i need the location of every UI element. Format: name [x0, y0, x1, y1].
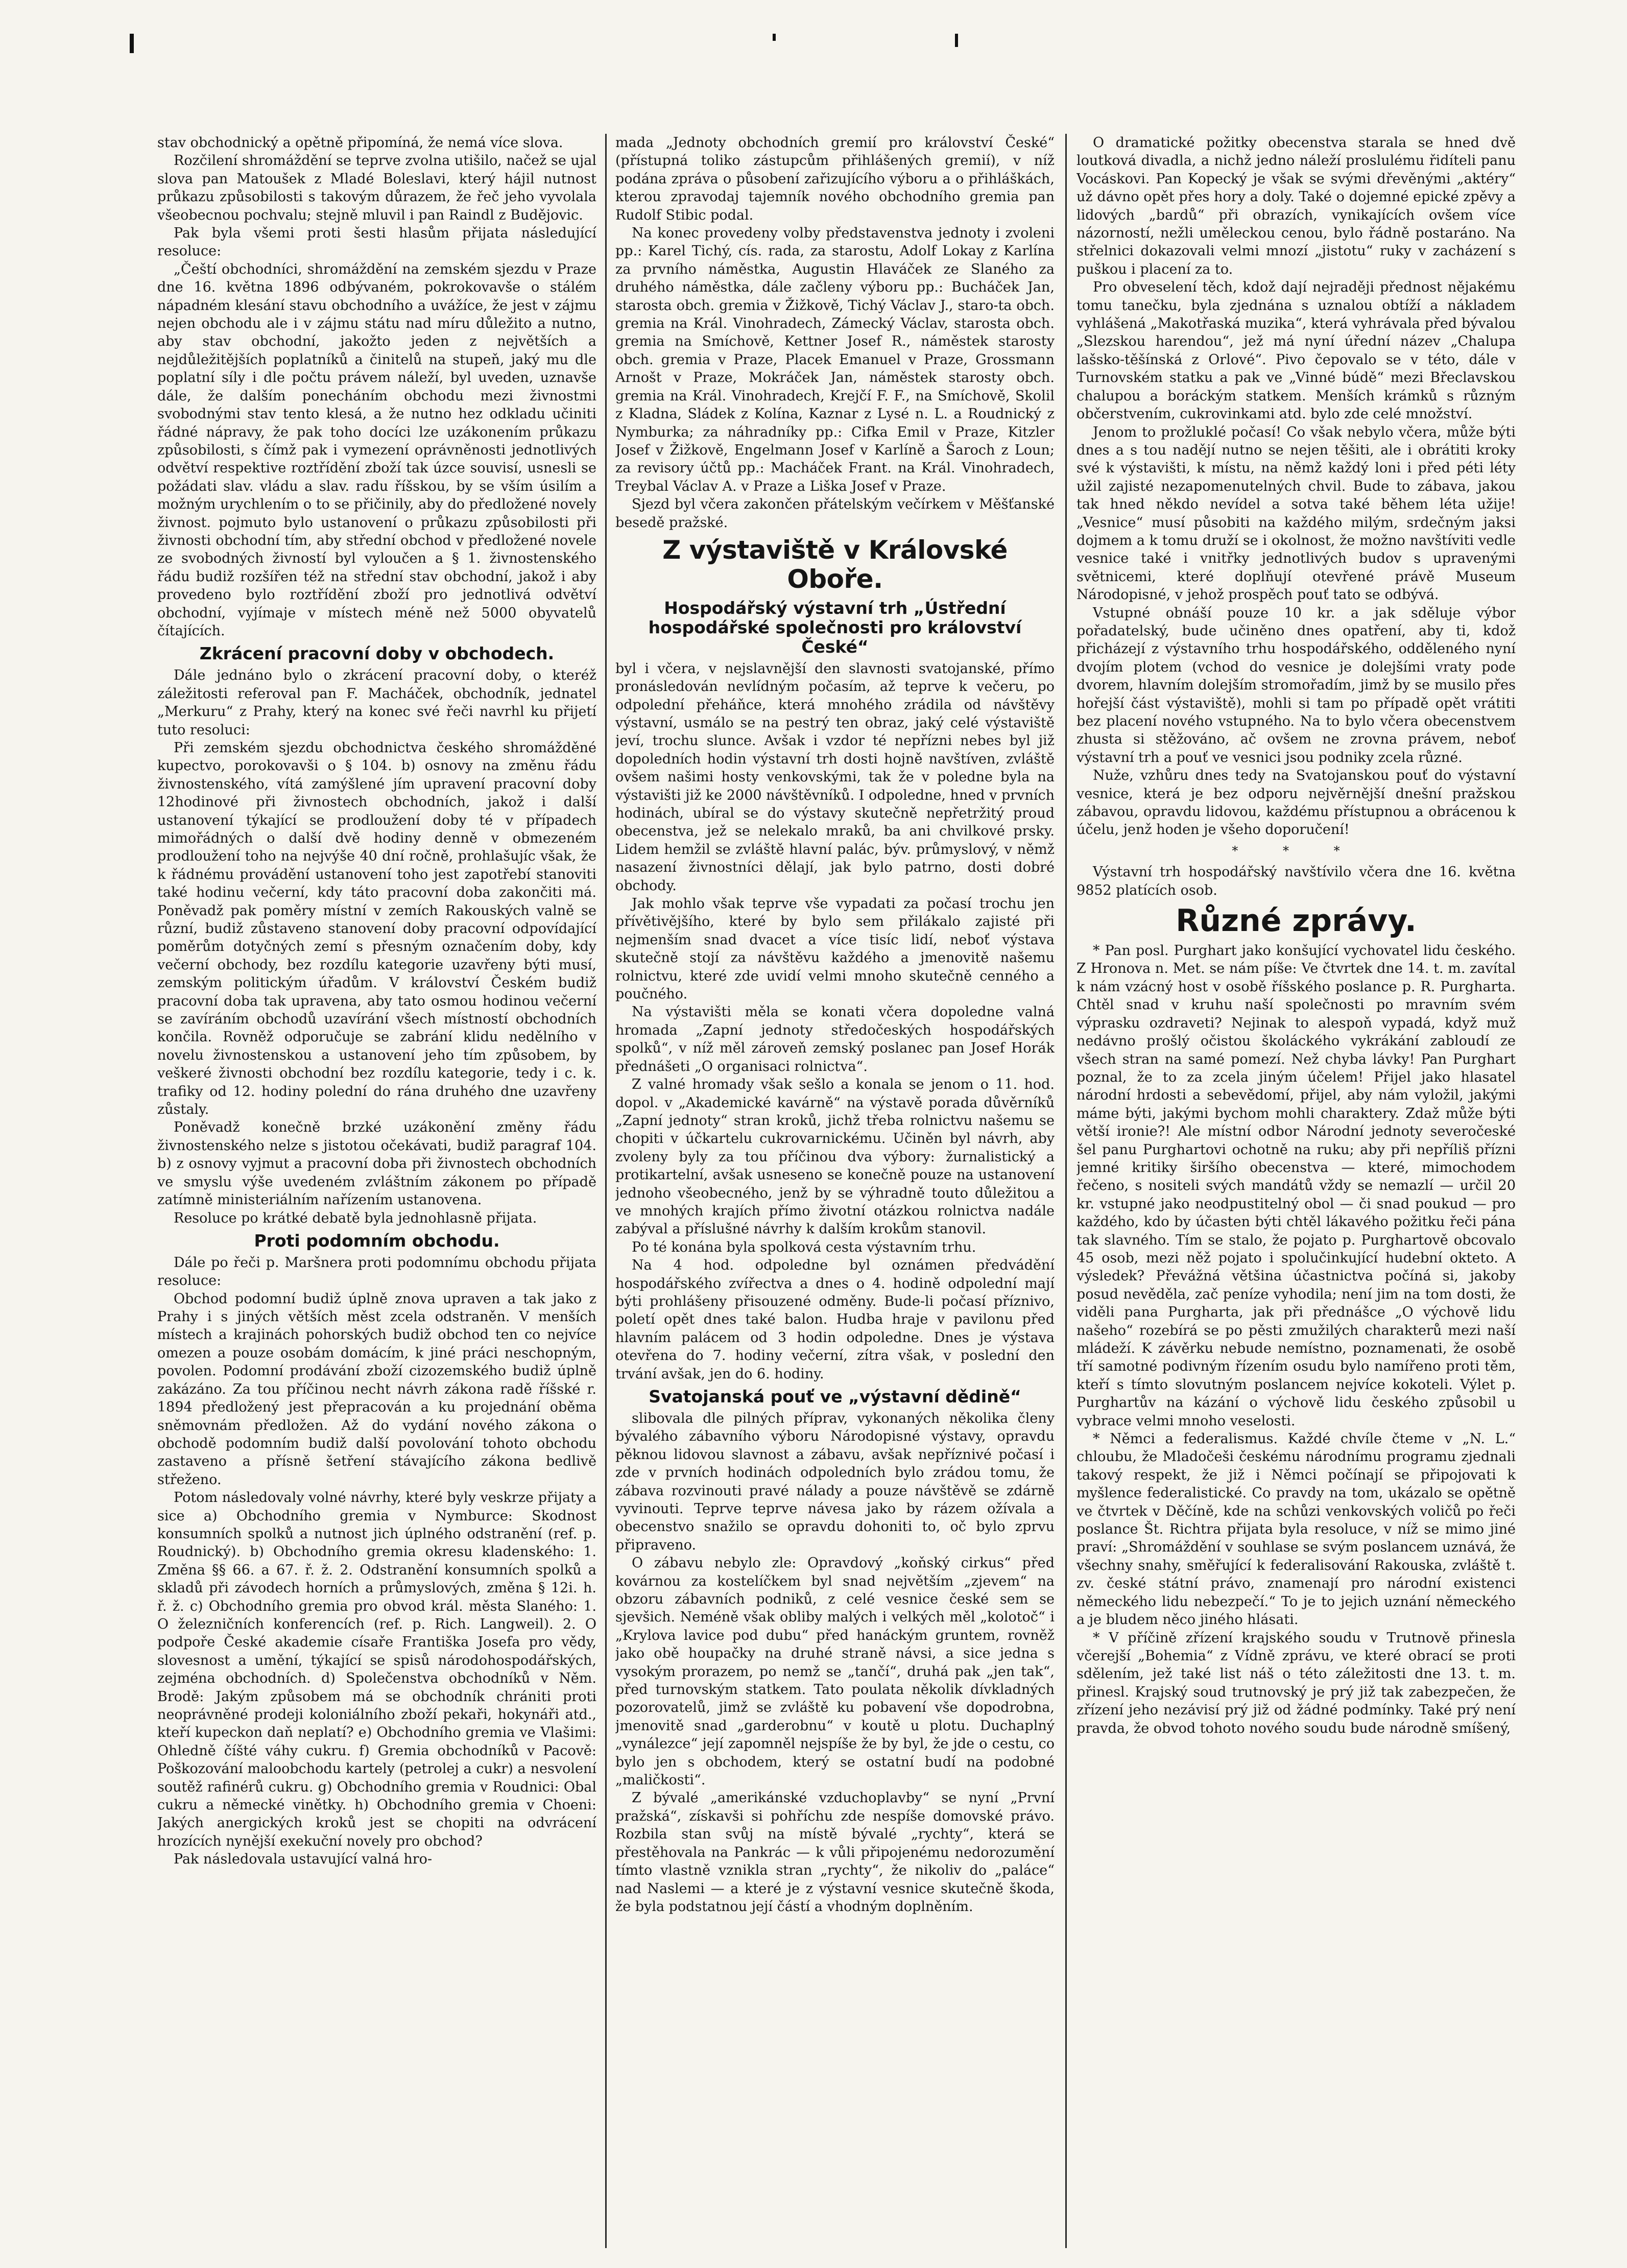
article-paragraph: Pro obveselení těch, kdož dají nejraději přednost nějakému tomu tanečku, byla zjednána s uznalou obtíží a nákladem vyhlášená „Makotřaská muzika“, která vyhrávala před bývalou „Slezskou harendou“, jež má nyní úřední název „Chalupa lašsko-těšínská z Orlové“. Pivo čepovalo se v této, dále v Turnovském statku a pak ve „Vinné búdě“ mezi Břeclavskou chalupou a boráckým statkem. Menších krámků s různým občerstvením, cukrovinkami atd. bylo zde celé množství.	[1076, 279, 1516, 422]
section-heading: Zkrácení pracovní doby v obchodech.	[199, 643, 555, 664]
article-paragraph: Výstavní trh hospodářský navštívilo včera dne 16. května 9852 platících osob.	[1076, 864, 1516, 898]
binding-mark	[955, 34, 958, 47]
binding-mark	[773, 34, 776, 41]
article-paragraph: Pak byla všemi proti šesti hlasům přijata následující resoluce:	[157, 225, 596, 259]
article-paragraph: stav obchodnický a opětně připomíná, že nemá více slova.	[157, 135, 563, 151]
article-paragraph: Po té konána byla spolková cesta výstavním trhu.	[632, 1239, 976, 1255]
article-paragraph: Na výstavišti měla se konati včera dopoledne valná hromada „Zapní jednoty středočeských hospodářských spolků“, v níž měl zároveň zemský poslanec pan Josef Horák přednášeti „O organisaci rolnictva“.	[615, 1004, 1055, 1075]
article-paragraph: Na konec provedeny volby představenstva jednoty i zvoleni pp.: Karel Tichý, cís. rada, za starostu, Adolf Lokay z Karlína za prvního náměstka, Augustin Hlaváček ze Slaného za druhého náměstka, dále začleny výboru pp.: Bucháček Jan, starosta obch. gremia v Žižkově, Tichý Václav J., staro-ta obch. gremia na Král. Vinohradech, Zámecký Václav, starosta obch. gremia na Smíchově, Kettner Josef R., náměstek starosty obch. gremia v Praze, Placek Emanuel v Praze, Grossmann Arnošt v Praze, Mokráček Jan, náměstek starosty obch. gremia na Král. Vinohradech, Krejčí F. F., na Smíchově, Skolil z Kladna, Sládek z Kolína, Kaznar z Lysé n. L. a Roudnický z Nymburka; za náhradníky pp.: Cifka Emil v Praze, Kitzler Josef v Žižkově, Engelmann Josef v Karlíně a Šaroch z Loun; za revisory účtů pp.: Macháček Frant. na Král. Vinohradech, Treybal Václav A. v Praze a Liška Josef v Praze.	[615, 225, 1055, 494]
section-heading: Z výstaviště v Královské Oboře.	[662, 535, 1008, 594]
article-paragraph: Z bývalé „amerikánské vzduchoplavby“ se nyní „První pražská“, získavši si pohříchu zde nespíše domovské právo. Rozbila stan svůj na místě bývalé „rychty“, která se přestěhovala na Pankrác — k vůli připojenému nedorozumění tímto vlastně vznikla stran „rychty“, že nikoliv do „paláce“ nad Naslemi — a které je z výstavní vesnice skutečně škoda, že byla podstatnou její částí a vhodným doplněním.	[615, 1790, 1055, 1915]
article-paragraph: Resoluce po krátké debatě byla jednohlasně přijata.	[174, 1210, 537, 1226]
article-paragraph: * Němci a federalismus. Každé chvíle čteme v „N. L.“ chloubu, že Mladočeši českému národnímu programu zjednali takový respekt, že již i Němci počínají se připojovati k myšlence federalistické. Co pravdy na tom, ukázalo se opětně ve čtvrtek v Děčíně, kde na schůzi venkovských voličů po řeči poslance Št. Richtra přijata byla resoluce, v níž se mimo jiné praví: „Shromáždění v souhlase se svým poslancem uznává, že všechny snahy, směřující k federalisování Rakouska, zvláště t. zv. české státní právo, znamenají pro národní existenci německého lidu nebezpečí.“ To je to jejich uznání německého a je bludem něco jiného hlásati.	[1076, 1431, 1516, 1628]
article-paragraph: O dramatické požitky obecenstva starala se hned dvě loutková divadla, a nichž jedno náleží proslulému řidíteli panu Vocáskovi. Pan Kopecký je však se svými dřevěnými „aktéry“ už dávno opět přes hory a doly. Také o dojemné epické zpěvy a lidových „bardů“ při obrazích, vynikajících ovšem více názorností, nežli uměleckou cenou, bylo řádně postaráno. Na střelnici dokazovali velmi mnozí „jistotu“ ruky v zacházení s puškou i placení za to.	[1076, 135, 1516, 277]
article-paragraph: slibovala dle pilných příprav, vykonaných několika členy bývalého zábavního výboru Národopisné výstavy, opravdu pěknou lidovou slavnost a zábavu, avšak nepříznivé počasí i zde v prvních hodinách odpoledních bylo zrádou tomu, že zábava rozvinouti pravé nálady a pouze návštěvě se zdárně vyvinouti. Teprve teprve návesa jako by rázem ožívala a obecenstvo snažilo se opravdu dohoniti to, oč bylo zprvu připraveno.	[615, 1410, 1055, 1553]
column-divider	[605, 134, 607, 2248]
column-1	[157, 134, 596, 2248]
section-heading: Různé zprávy.	[1176, 903, 1417, 939]
article-paragraph: „Čeští obchodníci, shromáždění na zemském sjezdu v Praze dne 16. května 1896 odbývaném, pokrokovavše o stálém nápadném klesání stavu obchodního a uvážíce, že jest v zájmu nejen obchodu ale i v zájmu státu nad míru důležito a nutno, aby stav obchodní, jakožto jeden z největších a nejdůležitějších poplatníků a činitelů na stupeň, jaký mu dle poplatní síly i dle počtu právem náleží, byl uveden, uznavše dále, že dalším ponecháním obchodu mezi živnostmi svobodnými stav tento klesá, a že nutno hez odkladu učiniti řádné nápravy, že pak toho docíci lze uzákonením průkazu způsobilosti, s čímž pak i vymezení oprávněnosti jednotlivých odvětví respektive roztřídění zboží tak úzce souvisí, usnesli se požádati slav. vládu a slav. radu říšskou, by se vším úsilím a možným urychlením o to se přičinily, aby do předložené novely živnost. pojmuto bylo ustanovení o průkazu způsobilosti při živnosti obchodní tím, aby střední obchod v předložené novele ze svobodných živností byl vyloučen a § 1. živnostenského řádu budiž rozšířen též na střední stav obchodní, jakož i aby provedeno bylo roztřídění zboží pro jednotlivá odvětví obchodní, vyjímaje v místech méně než 5000 obyvatelů čítajících.	[157, 261, 596, 639]
article-paragraph: * Pan posl. Purghart jako konšující vychovatel lidu českého. Z Hronova n. Met. se nám píše: Ve čtvrtek dne 14. t. m. zavítal k nám vzácný host v osobě říšského poslance p. R. Purgharta. Chtěl snad v kruhu naší společnosti po mravním svém výprasku ozdraveti? Nejinak to alespoň vypadá, když muž nedávno prošlý očistou školáckého vykrákání zabloudí ze všech stran na samé pomezí. Než chyba lávky! Pan Purghart poznal, že to za zcela jiným účelem! Přijel jako hlasatel národní hrdosti a sebevědomí, přijel, aby nám vyložil, jakými máme býti, jakými bychom mohli charaktery. Zdaž může býti větší ironie?! Ale místní odbor Národní jednoty severočeské šel panu Purghartovi ochotně na ruku; aby při nepříliš přízni jemné kritiky širšího obecenstva — které, mimochodem řečeno, s nositeli svých mandátů vždy se nemazlí — určil 20 kr. vstupné jako neodpustitelný obol — či snad poukud — pro každého, kdo by účasten býti chtěl lákavého požitku řeči pána tak slavného. Tím se stalo, že pojato p. Purghartově obcovalo 45 osob, mezi něž pojato i spolučinkující hudební okteto. A výsledek? Převážná většina účastnictva počíná si, jakoby posud nevěděla, zač peníze vyhodila; není jim na tom dosti, že viděli pana Purgharta, jak při přednášce „O výchově lidu našeho“ rozebírá se po pěsti zmužilých charakterů mezi naší mládeží. K závěrku nebude nemístno, poznamenati, že osobě tří samotné podivným řízením osudu bylo namířeno proti těm, kteří s tímto slovutným poslancem nejvíce kokoteli. Výlet p. Purghartův na kázání o výchově lidu českého způsobil u vybrace velmi mnoho veselosti.	[1076, 943, 1516, 1429]
article-paragraph: Při zemském sjezdu obchodnictva českého shromážděné kupectvo, porokovavši o § 104. b) osnovy na změnu řádu živnostenského, vítá zamýšlené jím upravení pracovní doby 12hodinové při živnostech obchodních, jakož i další ustanovení týkající se prodloužení doby té v případech mimořádných o další dvě hodiny denně v obmezeném prodloužení toho na nejvýše 40 dní ročně, prohlašujíc však, že k řádnému provádění ustanovení toho jest zapotřebí stanoviti také hodinu večerní, kdy táto pracovní doba zakončiti má. Poněvadž pak poměry místní v zemích Rakouských valně se různí, budiž zůstaveno stanovení doby pracovní odpovídající poměrům dotyčných zemí s přesným označením doby, kdy večerní obchody, bez rozdílu kategorie uzavřeny býti musí, zemským politickým úřadům. V království Českém budiž pracovní doba tak upravena, aby tato osmou hodinou večerní se zavíráním obchodů uzavírání všech místností obchodních končila. Rovněž odporučuje se zabrání klidu nedělního v novelu živnostenskou a ustanovení jeho tím způsobem, by veškeré živnosti obchodní bez rozdílu kategorie, tedy i c. k. trafiky od 12. hodiny polední do rána druhého dne uzavřeny zůstaly.	[157, 739, 596, 1118]
article-paragraph: Potom následovaly volné návrhy, které byly veskrze přijaty a sice a) Obchodního gremia v Nymburce: Skodnost konsumních spolků a nutnost jich úplného odstranění (ref. p. Roudnický). b) Obchodního gremia okresu kladenského: 1. Změna §§ 66. a 67. ř. ž. 2. Odstranění konsumních spolků a skladů při závodech horních a průmyslových, změna § 12i. h. ř. ž. c) Obchodního gremia pro obvod král. města Slaného: 1. O železničních konferencích (ref. p. Rich. Langweil). 2. O podpoře České akademie císaře Františka Josefa pro vědy, slovesnost a umění, týkající se spisů národohospodářských, zejména obchodních. d) Společenstva obchodníků v Něm. Brodě: Jakým způsobem má se obchodník chrániti proti neoprávněné prodeji koloniálního zboží pekaři, hokynáři atd., kteří kupeckon daň neplatí? e) Obchodního gremia ve Vlašimi: Ohledně číšté váhy cukru. f) Gremia obchodníků v Pacově: Poškozování maloobchodu kartely (petrolej a cukr) a nesvolení soutěž rafinérů cukru. g) Obchodního gremia v Roudnici: Obal cukru a německé vinětky. h) Obchodního gremia v Choeni: Jakých anergických kroků jest se chopiti na odvrácení hrozících nynější exekuční novely pro obchod?	[157, 1490, 596, 1849]
section-heading: Svatojanská pouť ve „výstavní dědině“	[649, 1387, 1021, 1406]
section-heading: Hospodářský výstavní trh „Ústřední hospodářské společnosti pro království České“	[648, 598, 1022, 657]
article-paragraph: O zábavu nebylo zle: Opravdový „koňský cirkus“ před kovárnou za kostelíčkem byl snad největším „zjevem“ na obzoru zábavních podniků, z celé vesnice české sem se sjevšich. Neméně však obliby malých i velkých měl „kolotoč“ i „Krylova lavice pod dubu“ před hanáckým gruntem, rovněž jako obě houpačky na druhé straně návsi, a sice jedna s vysokým prorazem, po nemž se „tančí“, druhá pak „jen tak“, před turnovským statkem. Tato poulata několik dívkladných pozorovatelů, jimž se zvláště ku pobavení vše dopodrobna, jmenovitě snad „garderobnu“ v koutě u plotu. Duchaplný „vynálezce“ její zapomněl nejspíše že by byl, že jde o cestu, co bylo jen s obchodem, který se ostatní budí na podobné „maličkosti“.	[615, 1555, 1055, 1788]
article-paragraph: Na 4 hod. odpoledne byl oznámen předvádění hospodářského zvířectva a dnes o 4. hodině odpolední mají býti prohlášeny přisouzené odměny. Bude-li počasí příznivo, poletí opět dnes také balon. Hudba hraje v pavilonu před hlavním palácem od 3 hodin odpoledne. Dnes je výstava otevřena do 7. hodiny večerní, zítra však, v poslední den trvání avšak, jen do 6. hodiny.	[615, 1257, 1055, 1382]
article-paragraph: Nuže, vzhůru dnes tedy na Svatojanskou pouť do výstavní vesnice, která je bez odporu nejvěrnější dnešní pražskou zábavou, opravdu lidovou, každému přístupnou a obrácenou k účelu, jenž hoden je všeho doporučení!	[1076, 768, 1516, 838]
article-paragraph: Vstupné obnáší pouze 10 kr. a jak sděluje výbor pořadatelský, bude učiněno dnes opatření, aby ti, kdož přicházejí z výstavního trhu hospodářského, odděleného nyní dvojím plotem (vchod do vesnice je dolejšími vraty pode dvorem, hlavním dolejším stromořadím, jimž by se musilo přes hořejší část výstaviště), mohli si tam po případě opět vrátiti bez placení nového vstupného. Na to bylo včera obecenstvem zhusta si stěžováno, ač ovšem ne zrovna právem, neboť výstavní trh a pouť ve vesnici jsou podniky zcela různé.	[1076, 605, 1516, 766]
article-paragraph: Rozčilení shromáždění se teprve zvolna utišilo, načež se ujal slova pan Matoušek z Mladé Boleslavi, který hájil nutnost průkazu způsobilosti s takovým důrazem, že řeč jeho vyvolala všeobecnou pochvalu; stejně mluvil i pan Raindl z Budějovic.	[157, 153, 596, 223]
article-paragraph: byl i včera, v nejslavnější den slavnosti svatojanské, přímo pronásledován nevlídným počasím, až teprve k večeru, po odpolední přeháňce, která mnohého zrádila od návštěvy výstavní, usmálo se na pestrý ten obraz, jaký celé výstaviště jeví, trochu slunce. Avšak i vzdor té nepřízni nebes byl již dopoledních hodin výstavní trh dosti hojně navštíven, zvláště ovšem našimi hosty venkovskými, tak že v poledne byla na výstavišti již ke 2000 návštěvníků. I odpoledne, hned v prvních hodinách, ubíral se do výstavy skutečně nepřetržitý proud obecenstva, jež se nelekalo mraků, ba ani chvilkové prsky. Lidem hemžil se zvláště hlavní palác, býv. průmyslový, v němž nasazení živnostníci dělají, jak bylo patrno, dosti dobré obchody.	[615, 660, 1055, 894]
section-heading: Proti podomním obchodu.	[254, 1230, 500, 1251]
article-paragraph: Poněvadž konečně brzké uzákonění změny řádu živnostenského nelze s jistotou očekávati, budiž paragraf 104. b) z osnovy vyjmut a pracovní doba při živnostech obchodních ve smyslu výše uvedeném zvláštním zákonem po případě zatímně ministeriálním nařízením ustanovena.	[157, 1119, 596, 1208]
binding-mark	[130, 34, 134, 53]
article-paragraph: Pak následovala ustavující valná hro-	[174, 1851, 433, 1868]
column-3	[1076, 134, 1516, 2248]
article-paragraph: Obchod podomní budiž úplně znova upraven a tak jako z Prahy i s jiných větších měst zcela odstraněn. V menších místech a krajinách pohorských budiž obchod ten co nejvíce omezen a pouze osobám domácím, k jiné práci neschopným, povolen. Podomní prodávání zboží cizozemského budiž úplně zakázáno. Za tou příčinou necht návrh zákona radě říšské r. 1894 předložený jest přepracován a ku projednání oběma sněmovnám předložen. Až do vydání nového zákona o obchodě podomním budiž další povolování tohoto obchodu zastaveno a přísně šetření stávajícího zákona bedlivě střeženo.	[157, 1291, 596, 1488]
column-divider	[1065, 134, 1067, 2248]
article-paragraph: Dále jednáno bylo o zkrácení pracovní doby, o kteréž záležitosti referoval pan F. Macháček, obchodník, jednatel „Merkuru“ z Prahy, který na konec své řeči navrhl ku přijetí tuto resoluci:	[157, 667, 596, 738]
article-paragraph: Sjezd byl včera zakončen přátelským večírkem v Měšťanské besedě pražské.	[615, 496, 1055, 531]
article-paragraph: * V příčině zřízení krajského soudu v Trutnově přinesla včerejší „Bohemia“ z Vídně zprávu, ve které obrací se proti sdělením, jež také list náš o této záležitosti dne 13. t. m. přinesl. Krajský soud trutnovský je prý již tak zabezpečen, že zřízení jeho nezávisí prý již od žádné podmínky. Také prý není pravda, že obvod tohoto nového soudu bude národně smíšený,	[1076, 1630, 1516, 1736]
article-paragraph: Dále po řeči p. Maršnera proti podomnímu obchodu přijata resoluce:	[157, 1254, 596, 1289]
article-paragraph: mada „Jednoty obchodních gremií pro království České“ (přístupná toliko zástupcům přihlášených gremií), v níž podána zpráva o působení zařizujícího výboru a o přihláškách, kterou zpravodaj tajemník nového obchodního gremia pan Rudolf Stibic podal.	[615, 135, 1055, 223]
article-paragraph: Jenom to prožluklé počasí! Co však nebylo včera, může býti dnes a s tou nadějí nutno se nejen těšiti, ale i obrátiti kroky své k výstavišti, k místu, na němž každý loni i před péti léty užil zajisté nezapomenutelných chvil. Bude to zábava, jakou tak hned někdo nevídel a sotva také během léta užije! „Vesnice“ musí působiti na každého milým, srdečným jaksi dojmem a k tomu druží se i okolnost, že možno navštíviti vedle vesnice také i vnitřky jednotlivých budov s upravenými světnicemi, které doplňují otevřené právě Museum Národopisné, v jehož prospěch pouť tato se odbývá.	[1076, 424, 1516, 603]
article-paragraph: Z valné hromady však sešlo a konala se jenom o 11. hod. dopol. v „Akademické kavárně“ na výstavě porada důvěrníků „Zapní jednoty“ stran kroků, jichž třeba rolnictvu našemu se chopiti v účkartelu cukrovarnickému. Učiněn byl návrh, aby zvoleny byly za tou příčinou dva výbory: žurnalistický a protikartelní, avšak usneseno se konečně pouze na ustanovení jednoho všeobecného, jenž by se výhradně touto důležitou a ve mnohých krajích přímo životní otázkou rolnictva nadále zabýval a příslušné návrhy k dalším krokům stanovil.	[615, 1077, 1055, 1237]
column-2	[615, 134, 1055, 2248]
section-separator: * * *	[1232, 843, 1360, 858]
article-paragraph: Jak mohlo však teprve vše vypadati za počasí trochu jen přívětivějšího, které by bylo sem přilákalo zajisté při nejmenším snad dvacet a více tisíc lidí, neboť výstava skutečně stojí za návštěvu každého a jmenovitě našemu rolnictvu, které zde uvidí velmi mnoho skutečně cenného a poučného.	[615, 896, 1055, 1002]
